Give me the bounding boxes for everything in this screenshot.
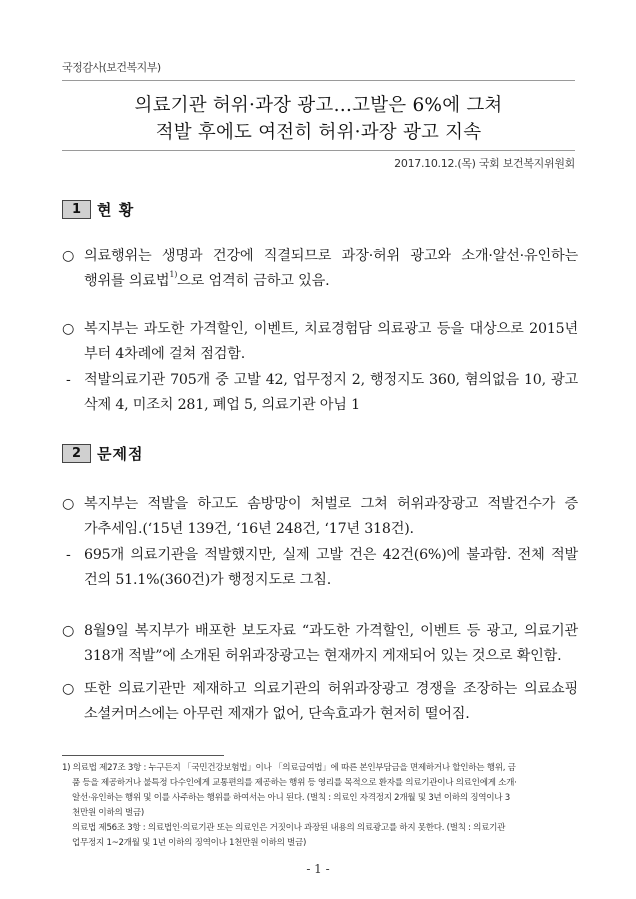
- footnote-line: 의료법 제56조 3항 : 의료법인·의료기관 또는 의료인은 거짓이나 과장된 내용의 의료광고를 하지 못한다. (벌칙 : 의료기관: [72, 823, 506, 833]
- paragraph-line: 가추세임.(‘15년 139건, ‘16년 248건, ‘17년 318건).: [84, 521, 414, 537]
- footnote-line: 업무정지 1~2개월 및 1년 이하의 징역이나 1천만원 이하의 벌금): [72, 838, 307, 848]
- footnote-line: 품 등을 제공하거나 불특정 다수인에게 교통편의를 제공하는 행위 등 영리를 목적으로 환자를 의료기관이나 의료인에게 소개·: [72, 778, 517, 788]
- footnote-divider: [62, 755, 224, 756]
- paragraph-line: 8월9일 복지부가 배포한 보도자료 “과도한 가격할인, 이벤트 등 광고, 의료기관: [84, 623, 578, 639]
- circle-bullet-icon: ○: [62, 496, 75, 512]
- title-line-2: 적발 후에도 여전히 허위·과장 광고 지속: [155, 122, 482, 143]
- circle-bullet-icon: ○: [62, 321, 75, 337]
- page-number: - 1 -: [306, 862, 330, 876]
- footnote-1: [62, 761, 582, 851]
- section-1-heading: [62, 199, 134, 219]
- paragraph-line: [62, 269, 578, 294]
- header-divider: [62, 80, 575, 81]
- paragraph: [62, 543, 578, 593]
- paragraph-line: 복지부는 과도한 가격할인, 이벤트, 치료경험담 의료광고 등을 대상으로 2015년: [84, 321, 578, 337]
- paragraph: [62, 492, 578, 542]
- section-2-heading: [62, 443, 143, 463]
- paragraph-line: 적발의료기관 705개 중 고발 42, 업무정지 2, 행정지도 360, 혐의없음 10, 광고: [84, 372, 578, 388]
- paragraph-line: 건의 51.1%(360건)가 행정지도로 그침.: [84, 572, 332, 588]
- footnote-line: 알선·유인하는 행위 및 이를 사주하는 행위를 하여서는 아니 된다. (벌칙 : 의료인 자격정지 2개월 및 3년 이하의 징역이나 3: [72, 793, 510, 803]
- dash-bullet-icon: -: [66, 372, 71, 388]
- footnote-ref[interactable]: 1): [169, 270, 178, 279]
- paragraph: [62, 677, 578, 727]
- paragraph-line: 부터 4차례에 걸쳐 점검함.: [84, 346, 246, 362]
- paragraph-line: 삭제 4, 미조치 281, 폐업 5, 의료기관 아님 1: [84, 397, 360, 413]
- paragraph: [62, 244, 578, 294]
- dash-bullet-icon: -: [66, 547, 71, 563]
- date-line: 2017.10.12.(목) 국회 보건복지위원회: [394, 157, 575, 170]
- text-span: 행위를 의료법: [84, 273, 170, 289]
- paragraph: [62, 619, 578, 669]
- section-number-badge: 2: [62, 444, 91, 463]
- document-category: 국정감사(보건복지부): [62, 61, 161, 74]
- paragraph: [62, 368, 578, 418]
- paragraph-line: 의료행위는 생명과 건강에 직결되므로 과장·허위 광고와 소개·알선·유인하는: [84, 248, 578, 264]
- circle-bullet-icon: ○: [62, 248, 75, 264]
- title-divider: [62, 150, 575, 151]
- circle-bullet-icon: ○: [62, 623, 75, 639]
- paragraph-line: 695개 의료기관을 적발했지만, 실제 고발 건은 42건(6%)에 불과함. 전체 적발: [84, 547, 578, 563]
- paragraph: [62, 317, 578, 367]
- paragraph-line: 소셜커머스에는 아무런 제재가 없어, 단속효과가 현저히 떨어짐.: [84, 706, 470, 722]
- paragraph-line: 복지부는 적발을 하고도 솜방망이 처벌로 그쳐 허위과장광고 적발건수가 증: [84, 496, 578, 512]
- section-title: 문제점: [97, 444, 144, 463]
- section-title: 현 황: [97, 200, 135, 219]
- footnote-line: 천만원 이하의 벌금): [72, 808, 144, 818]
- paragraph-line: 318개 적발”에 소개된 허위과장광고는 현재까지 게재되어 있는 것으로 확인함.: [84, 648, 562, 664]
- text-span: 으로 엄격히 금하고 있음.: [177, 273, 330, 289]
- title-line-1: 의료기관 허위·과장 광고…고발은 6%에 그쳐: [134, 95, 503, 116]
- paragraph-line: 또한 의료기관만 제재하고 의료기관의 허위과장광고 경쟁을 조장하는 의료쇼핑: [84, 681, 578, 697]
- circle-bullet-icon: ○: [62, 681, 75, 697]
- section-number-badge: 1: [62, 200, 91, 219]
- footnote-line: 1) 의료법 제27조 3항 : 누구든지 「국민건강보험법」이나 「의료급여법」에 따른 본인부담금을 면제하거나 할인하는 행위, 금: [62, 763, 516, 773]
